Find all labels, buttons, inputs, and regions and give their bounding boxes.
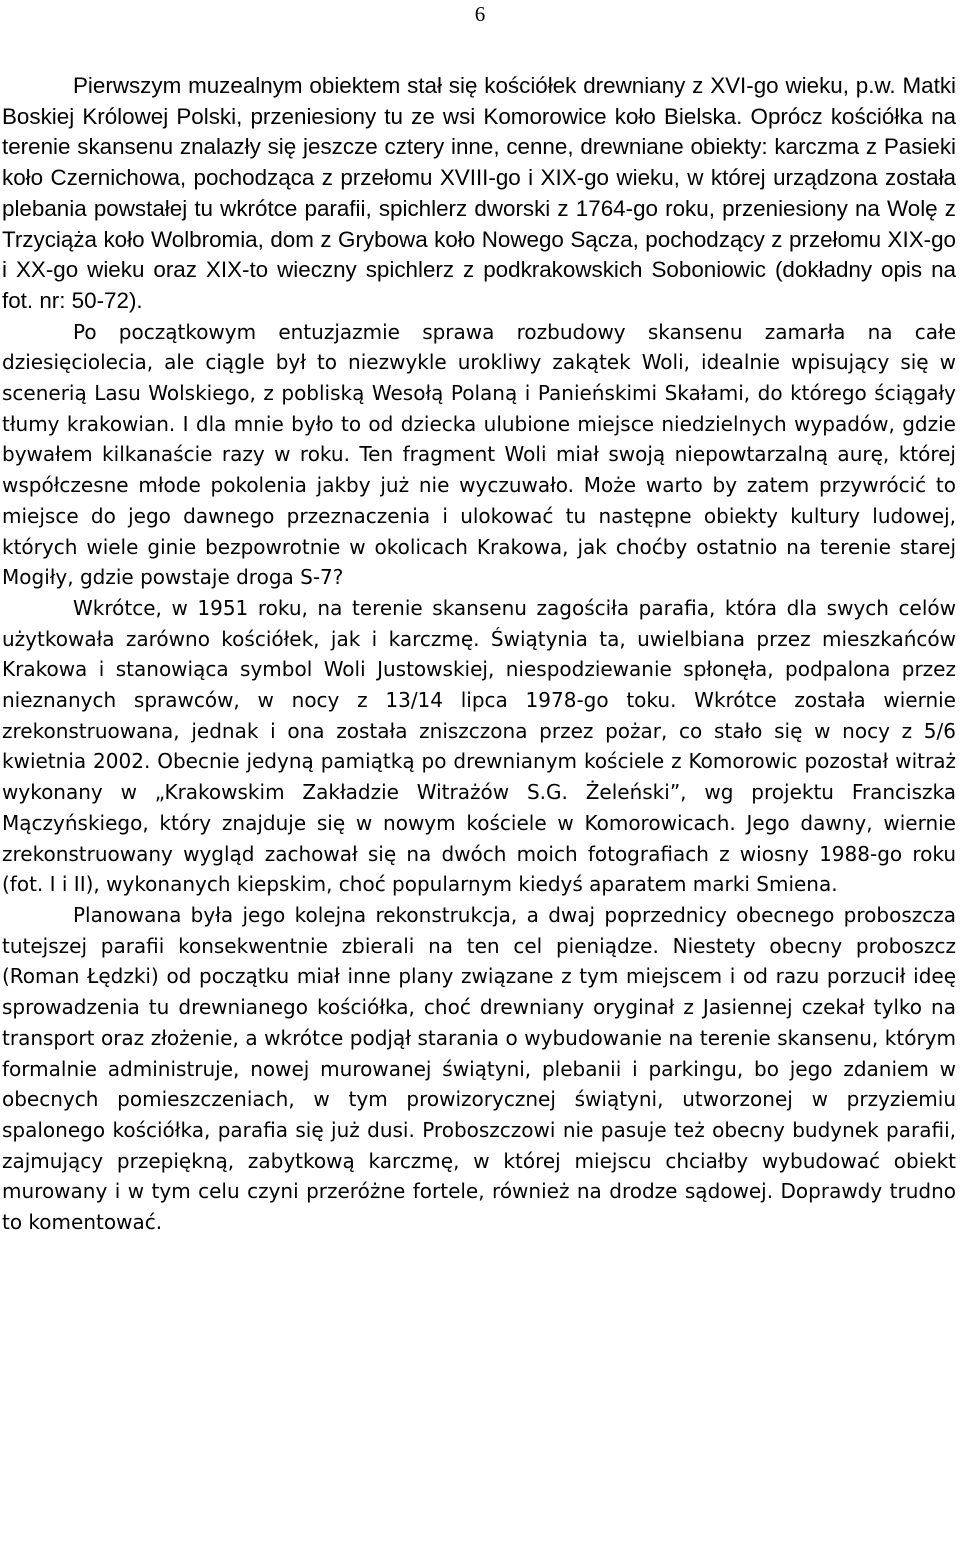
- page-number: 6: [474, 2, 486, 26]
- paragraph-skansen-history: Po początkowym entuzjazmie sprawa rozbudowy skansenu zamarła na całe dziesięciolecia, ale ciągle był to niezwykle urokliwy zakątek Woli, idealnie wpisujący się w scenerią Lasu Wolskiego, z pobliską Wesołą Polaną i Panieńskimi Skałami, do którego ściągały tłumy krakowian. I dla mnie było to od dziecka ulubione miejsce niedzielnych wypadów, gdzie bywałem kilkanaście razy w roku. Ten fragment Woli miał swoją niepowtarzalną aurę, której współczesne młode pokolenia jakby już nie wyczuwało. Może warto by zatem przywrócić to miejsce do jego dawnego przeznaczenia i ulokować tu następne obiekty kultury ludowej, których wiele ginie bezpowrotnie w okolicach Krakowa, jak choćby ostatnio na terenie starej Mogiły, gdzie powstaje droga S-7?: [2, 319, 956, 590]
- paragraph-skansen-objects: Pierwszym muzealnym obiektem stał się kościółek drewniany z XVI-go wieku, p.w. Matki Boskiej Królowej Polski, przeniesiony tu ze wsi Komorowice koło Bielska. Oprócz kościółka na terenie skansenu znalazły się jeszcze cztery inne, cenne, drewniane obiekty: karczma z Pasieki koło Czernichowa, pochodząca z przełomu XVIII-go i XIX-go wieku, w której urządzona została plebania powstałej tu wkrótce parafii, spichlerz dworski z 1764-go roku, przeniesiony na Wolę z Trzyciąża koło Wolbromia, dom z Grybowa koło Nowego Sącza, pochodzący z przełomu XIX-go i XX-go wieku oraz XIX-to wieczny spichlerz z podkrakowskich Soboniowic (dokładny opis na fot. nr: 50-72).: [2, 73, 956, 313]
- paragraph-reconstruction: Planowana była jego kolejna rekonstrukcja, a dwaj poprzednicy obecnego proboszcza tutejszej parafii konsekwentnie zbierali na ten cel pieniądze. Niestety obecny proboszcz (Roman Łędzki) od początku miał inne plany związane z tym miejscem i od razu porzucił ideę sprowadzenia tu drewnianego kościółka, choć drewniany oryginał z Jasiennej czekał tylko na transport oraz złożenie, a wkrótce podjął starania o wybudowanie na terenie skansenu, którym formalnie administruje, nowej murowanej świątyni, plebanii i parkingu, bo jego zdaniem w obecnych pomieszczeniach, w tym prowizorycznej świątyni, utworzonej w przyziemiu spalonego kościółka, parafia się już dusi. Proboszczowi nie pasuje też obecny budynek parafii, zajmujący przepiękną, zabytkową karczmę, w której miejscu chciałby wybudować obiekt murowany i w tym celu czyni przeróżne fortele, również na drodze sądowej. Doprawdy trudno to komentować.: [2, 902, 956, 1235]
- paragraph-church-fire: Wkrótce, w 1951 roku, na terenie skansenu zagościła parafia, która dla swych celów użytkowała zarówno kościółek, jak i karczmę. Świątynia ta, uwielbiana przez mieszkańców Krakowa i stanowiąca symbol Woli Justowskiej, niespodziewanie spłonęła, podpalona przez nieznanych sprawców, w nocy z 13/14 lipca 1978-go toku. Wkrótce została wiernie zrekonstruowana, jednak i ona została zniszczona przez pożar, co stało się w nocy z 5/6 kwietnia 2002. Obecnie jedyną pamiątką po drewnianym kościele z Komorowic pozostał witraż wykonany w „Krakowskim Zakładzie Witrażów S.G. Żeleński”, wg projektu Franciszka Mączyńskiego, który znajduje się w nowym kościele w Komorowicach. Jego dawny, wiernie zrekonstruowany wygląd zachował się na dwóch moich fotografiach z wiosny 1988-go roku (fot. I i II), wykonanych kiepskim, choć popularnym kiedyś aparatem marki Smiena.: [2, 595, 956, 897]
- document-body: [2, 71, 956, 1238]
